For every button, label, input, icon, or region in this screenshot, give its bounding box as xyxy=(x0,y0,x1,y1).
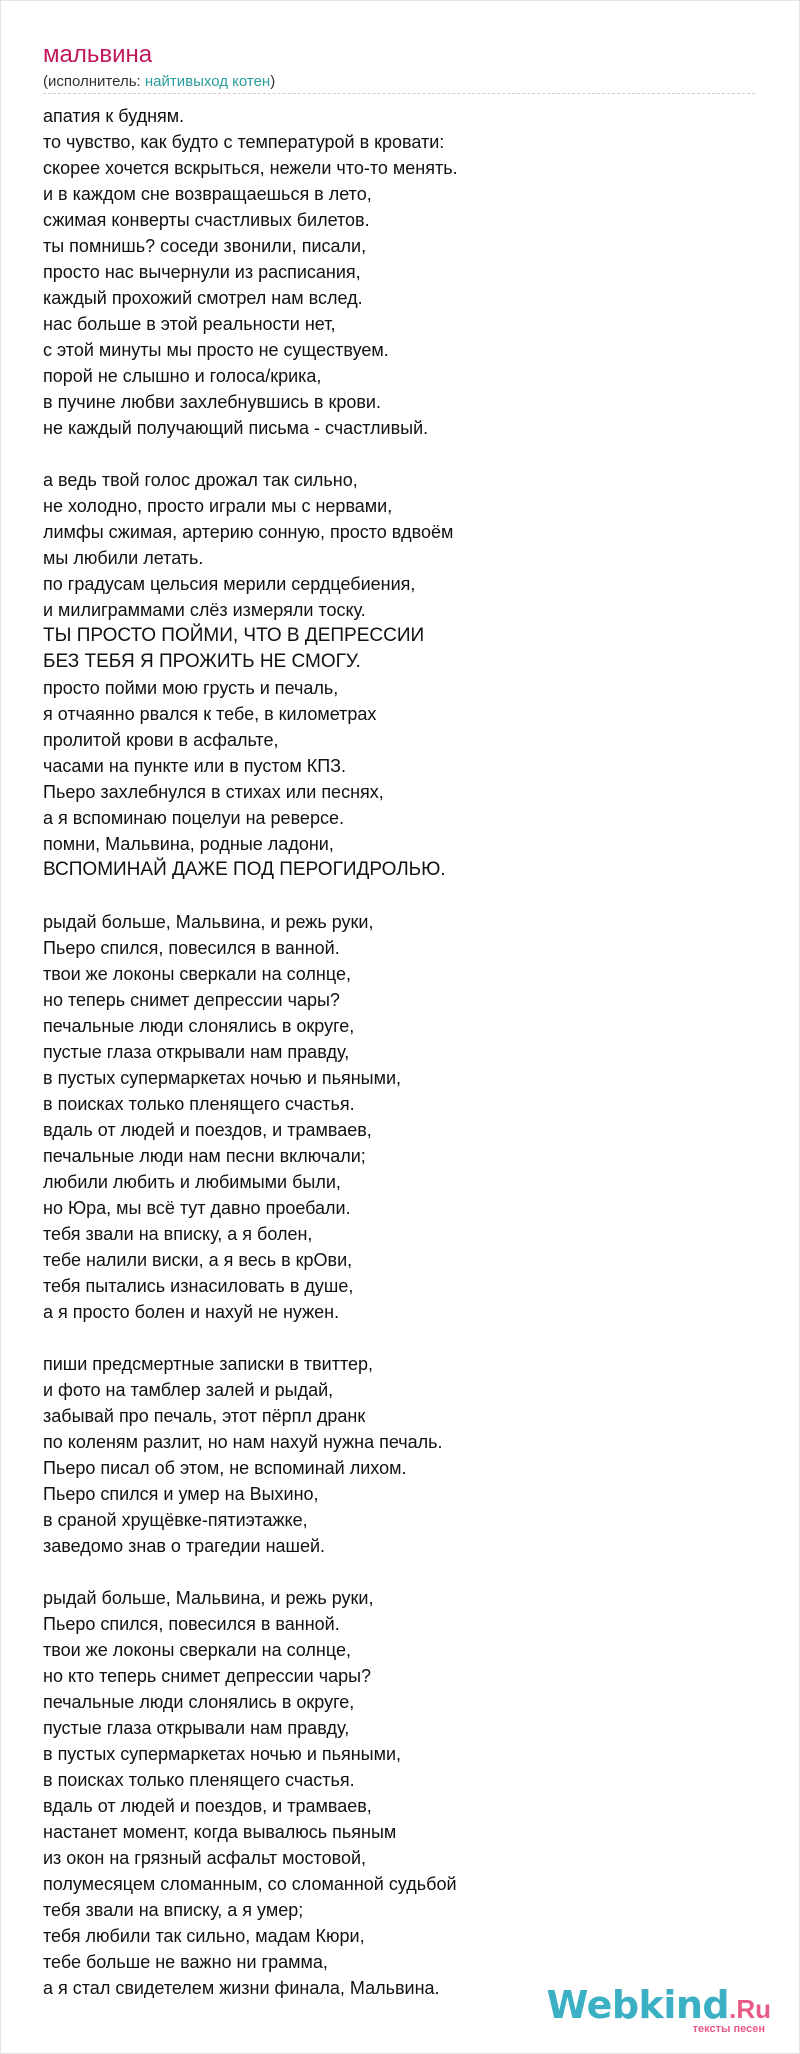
lyric-line: в сраной хрущёвке-пятиэтажке, xyxy=(43,1510,308,1530)
header-divider xyxy=(43,93,755,94)
lyric-line: сжимая конверты счастливых билетов. xyxy=(43,210,370,230)
lyric-line: Пьеро захлебнулся в стихах или песнях, xyxy=(43,782,384,802)
lyric-line: то чувство, как будто с температурой в кровати: xyxy=(43,132,445,152)
lyric-line: по градусам цельсия мерили сердцебиения, xyxy=(43,574,416,594)
lyric-line: лимфы сжимая, артерию сонную, просто вдвоём xyxy=(43,522,454,542)
artist-link[interactable]: найтивыход котен xyxy=(144,73,271,90)
lyric-line: заведомо знав о трагедии нашей. xyxy=(43,1536,326,1556)
lyric-line: скорее хочется вскрыться, нежели что-то менять. xyxy=(43,158,458,178)
lyric-line: нас больше в этой реальности нет, xyxy=(43,314,336,334)
lyric-line: в поисках только пленящего счастья. xyxy=(43,1770,355,1790)
lyric-line: вдаль от людей и поездов, и трамваев, xyxy=(43,1120,372,1140)
logo-tld: .Ru xyxy=(729,1994,771,2024)
lyric-line: каждый прохожий смотрел нам вслед. xyxy=(43,288,363,308)
lyric-line: Пьеро писал об этом, не вспоминай лихом. xyxy=(43,1458,407,1478)
lyric-line: но Юра, мы всё тут давно проебали. xyxy=(43,1198,351,1218)
lyric-line: часами на пункте или в пустом КПЗ. xyxy=(43,756,347,776)
lyric-line: твои же локоны сверкали на солнце, xyxy=(43,964,351,984)
stanza-gap xyxy=(43,441,763,467)
lyric-line: порой не слышно и голоса/крика, xyxy=(43,366,322,386)
lyric-line: не каждый получающий письма - счастливый. xyxy=(43,418,429,438)
lyric-line: тебя звали на вписку, а я болен, xyxy=(43,1224,313,1244)
lyric-line: печальные люди слонялись в округе, xyxy=(43,1016,355,1036)
lyric-line: апатия к будням. xyxy=(43,106,185,126)
lyric-line: пролитой крови в асфальте, xyxy=(43,730,279,750)
lyric-line: БЕЗ ТЕБЯ Я ПРОЖИТЬ НЕ СМОГУ. xyxy=(43,651,361,672)
site-logo[interactable] xyxy=(546,1983,771,2035)
lyric-line: печальные люди нам песни включали; xyxy=(43,1146,366,1166)
lyric-line: помни, Мальвина, родные ладони, xyxy=(43,834,334,854)
lyric-line: но теперь снимет депрессии чары? xyxy=(43,990,340,1010)
lyric-line: а я стал свидетелем жизни финала, Мальвина. xyxy=(43,1978,440,1998)
lyrics-text xyxy=(43,103,763,2001)
lyric-line: твои же локоны сверкали на солнце, xyxy=(43,1640,351,1660)
lyric-line: просто нас вычернули из расписания, xyxy=(43,262,361,282)
lyric-line: а я вспоминаю поцелуи на реверсе. xyxy=(43,808,344,828)
stanza-gap xyxy=(43,883,763,909)
artist-prefix: (исполнитель: xyxy=(43,73,145,90)
lyric-line: в пучине любви захлебнувшись в крови. xyxy=(43,392,381,412)
stanza-gap xyxy=(43,1325,763,1351)
logo-subtitle: тексты песен xyxy=(692,2023,765,2035)
song-title: мальвина xyxy=(43,41,153,68)
lyric-line: Пьеро спился, повесился в ванной. xyxy=(43,938,340,958)
lyric-line: я отчаянно рвался к тебе, в километрах xyxy=(43,704,377,724)
lyric-line: и милиграммами слёз измеряли тоску. xyxy=(43,600,366,620)
lyric-line: ты помнишь? соседи звонили, писали, xyxy=(43,236,367,256)
stanza-gap xyxy=(43,1559,763,1585)
lyric-line: в пустых супермаркетах ночью и пьяными, xyxy=(43,1068,402,1088)
lyric-line: пиши предсмертные записки в твиттер, xyxy=(43,1354,374,1374)
lyric-line: но кто теперь снимет депрессии чары? xyxy=(43,1666,372,1686)
lyric-line: рыдай больше, Мальвина, и режь руки, xyxy=(43,1588,374,1608)
lyric-line: а ведь твой голос дрожал так сильно, xyxy=(43,470,358,490)
lyric-line: в пустых супермаркетах ночью и пьяными, xyxy=(43,1744,402,1764)
lyric-line: из окон на грязный асфальт мостовой, xyxy=(43,1848,367,1868)
lyric-line: тебя звали на вписку, а я умер; xyxy=(43,1900,304,1920)
lyric-line: по коленям разлит, но нам нахуй нужна печаль. xyxy=(43,1432,443,1452)
artist-suffix: ) xyxy=(270,73,276,90)
lyric-line: пустые глаза открывали нам правду, xyxy=(43,1718,350,1738)
lyric-line: пустые глаза открывали нам правду, xyxy=(43,1042,350,1062)
lyric-line: в поисках только пленящего счастья. xyxy=(43,1094,355,1114)
lyric-line: рыдай больше, Мальвина, и режь руки, xyxy=(43,912,374,932)
lyric-line: мы любили летать. xyxy=(43,548,204,568)
lyric-line: тебя любили так сильно, мадам Кюри, xyxy=(43,1926,365,1946)
lyric-line: с этой минуты мы просто не существуем. xyxy=(43,340,389,360)
lyric-line: Пьеро спился и умер на Выхино, xyxy=(43,1484,319,1504)
lyric-line: тебе налили виски, а я весь в крОви, xyxy=(43,1250,353,1270)
lyric-line: любили любить и любимыми были, xyxy=(43,1172,341,1192)
lyric-line: и фото на тамблер залей и рыдай, xyxy=(43,1380,334,1400)
lyric-line: полумесяцем сломанным, со сломанной судьбой xyxy=(43,1874,457,1894)
lyric-line: настанет момент, когда вывалюсь пьяным xyxy=(43,1822,397,1842)
lyric-line: а я просто болен и нахуй не нужен. xyxy=(43,1302,340,1322)
lyric-line: ТЫ ПРОСТО ПОЙМИ, ЧТО В ДЕПРЕССИИ xyxy=(43,625,425,646)
lyric-line: тебе больше не важно ни грамма, xyxy=(43,1952,328,1972)
logo-brand: Webkind xyxy=(546,1983,730,2027)
lyric-line: забывай про печаль, этот пёрпл дранк xyxy=(43,1406,366,1426)
lyric-line: печальные люди слонялись в округе, xyxy=(43,1692,355,1712)
lyric-line: просто пойми мою грусть и печаль, xyxy=(43,678,339,698)
lyric-line: не холодно, просто играли мы с нервами, xyxy=(43,496,393,516)
artist-line xyxy=(43,73,275,90)
lyric-line: тебя пытались изнасиловать в душе, xyxy=(43,1276,354,1296)
lyric-line: и в каждом сне возвращаешься в лето, xyxy=(43,184,372,204)
lyric-line: ВСПОМИНАЙ ДАЖЕ ПОД ПЕРОГИДРОЛЬЮ. xyxy=(43,859,446,880)
lyric-line: Пьеро спился, повесился в ванной. xyxy=(43,1614,340,1634)
lyric-line: вдаль от людей и поездов, и трамваев, xyxy=(43,1796,372,1816)
